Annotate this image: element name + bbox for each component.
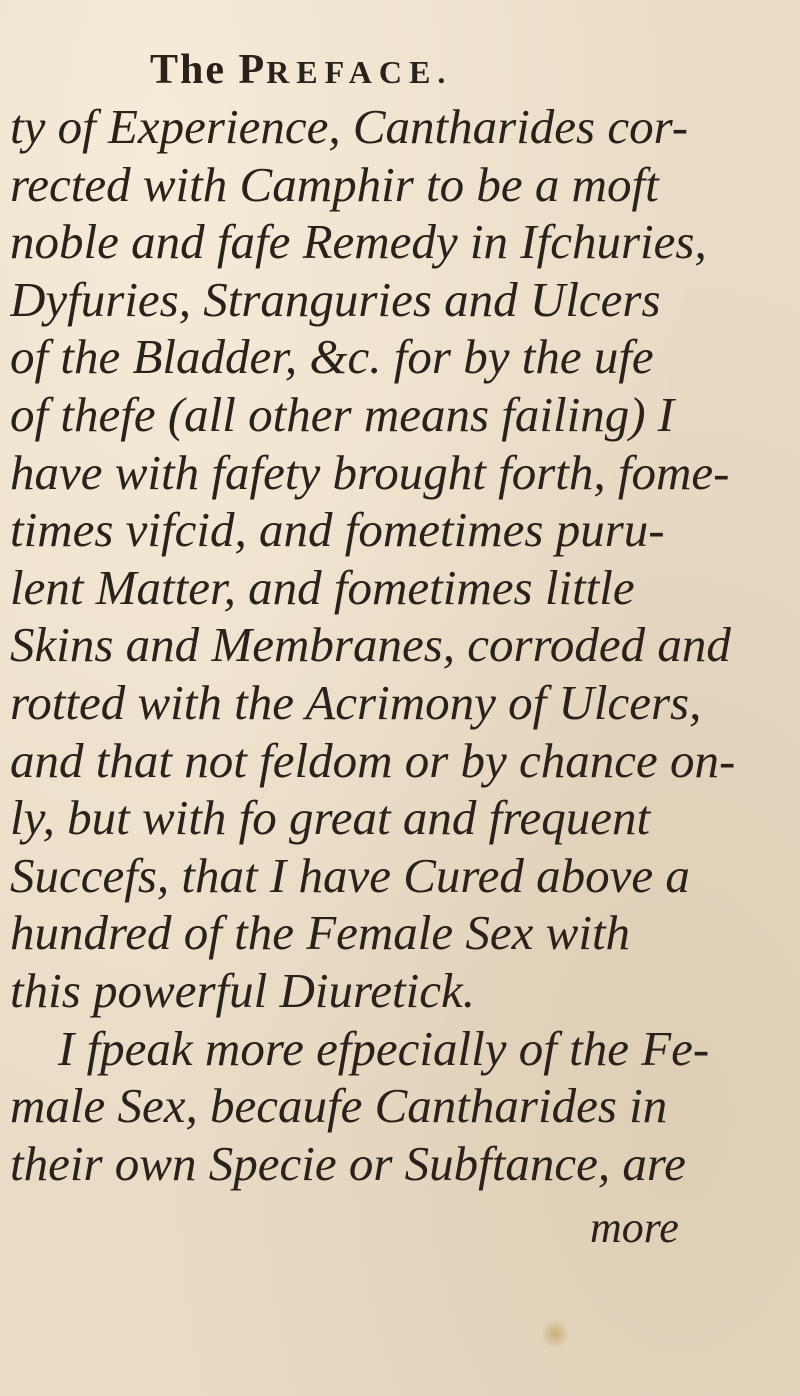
text-line: rotted with the Acrimony of Ulcers, [10, 674, 702, 730]
text-line: of thefe (all other means failing) I [10, 386, 675, 442]
catchword: more [590, 1203, 679, 1252]
header-cap: P [238, 47, 267, 93]
text-line: have with fafety brought forth, fome- [10, 444, 730, 500]
text-line: Succefs, that I have Cured above a [10, 847, 690, 903]
text-line: times vifcid, and fometimes puru- [10, 502, 665, 558]
ink-stain [540, 1320, 570, 1348]
running-header [150, 46, 650, 94]
text-line: of the Bladder, &c. for by the ufe [10, 329, 654, 385]
text-line: this powerful Diuretick. [10, 962, 475, 1018]
text-line: ly, but with fo great and frequent [10, 790, 651, 846]
text-line: rected with Camphir to be a moft [10, 156, 659, 212]
text-line: their own Specie or Subftance, are [10, 1135, 686, 1191]
text-line: male Sex, becaufe Cantharides in [10, 1078, 668, 1134]
header-first: The [150, 47, 239, 93]
text-line: lent Matter, and fometimes little [10, 559, 635, 615]
text-line: and that not feldom or by chance on- [10, 732, 736, 788]
text-line: noble and fafe Remedy in Ifchuries, [10, 214, 707, 270]
body-text [10, 98, 795, 1192]
text-line: hundred of the Female Sex with [10, 905, 631, 961]
text-line: Dyfuries, Stranguries and Ulcers [10, 271, 661, 327]
text-line: ty of Experience, Cantharides cor- [10, 99, 689, 154]
header-small: REFACE. [266, 54, 453, 90]
text-line: Skins and Membranes, corroded and [10, 617, 731, 673]
text-line: I fpeak more efpecially of the Fe- [58, 1020, 710, 1076]
